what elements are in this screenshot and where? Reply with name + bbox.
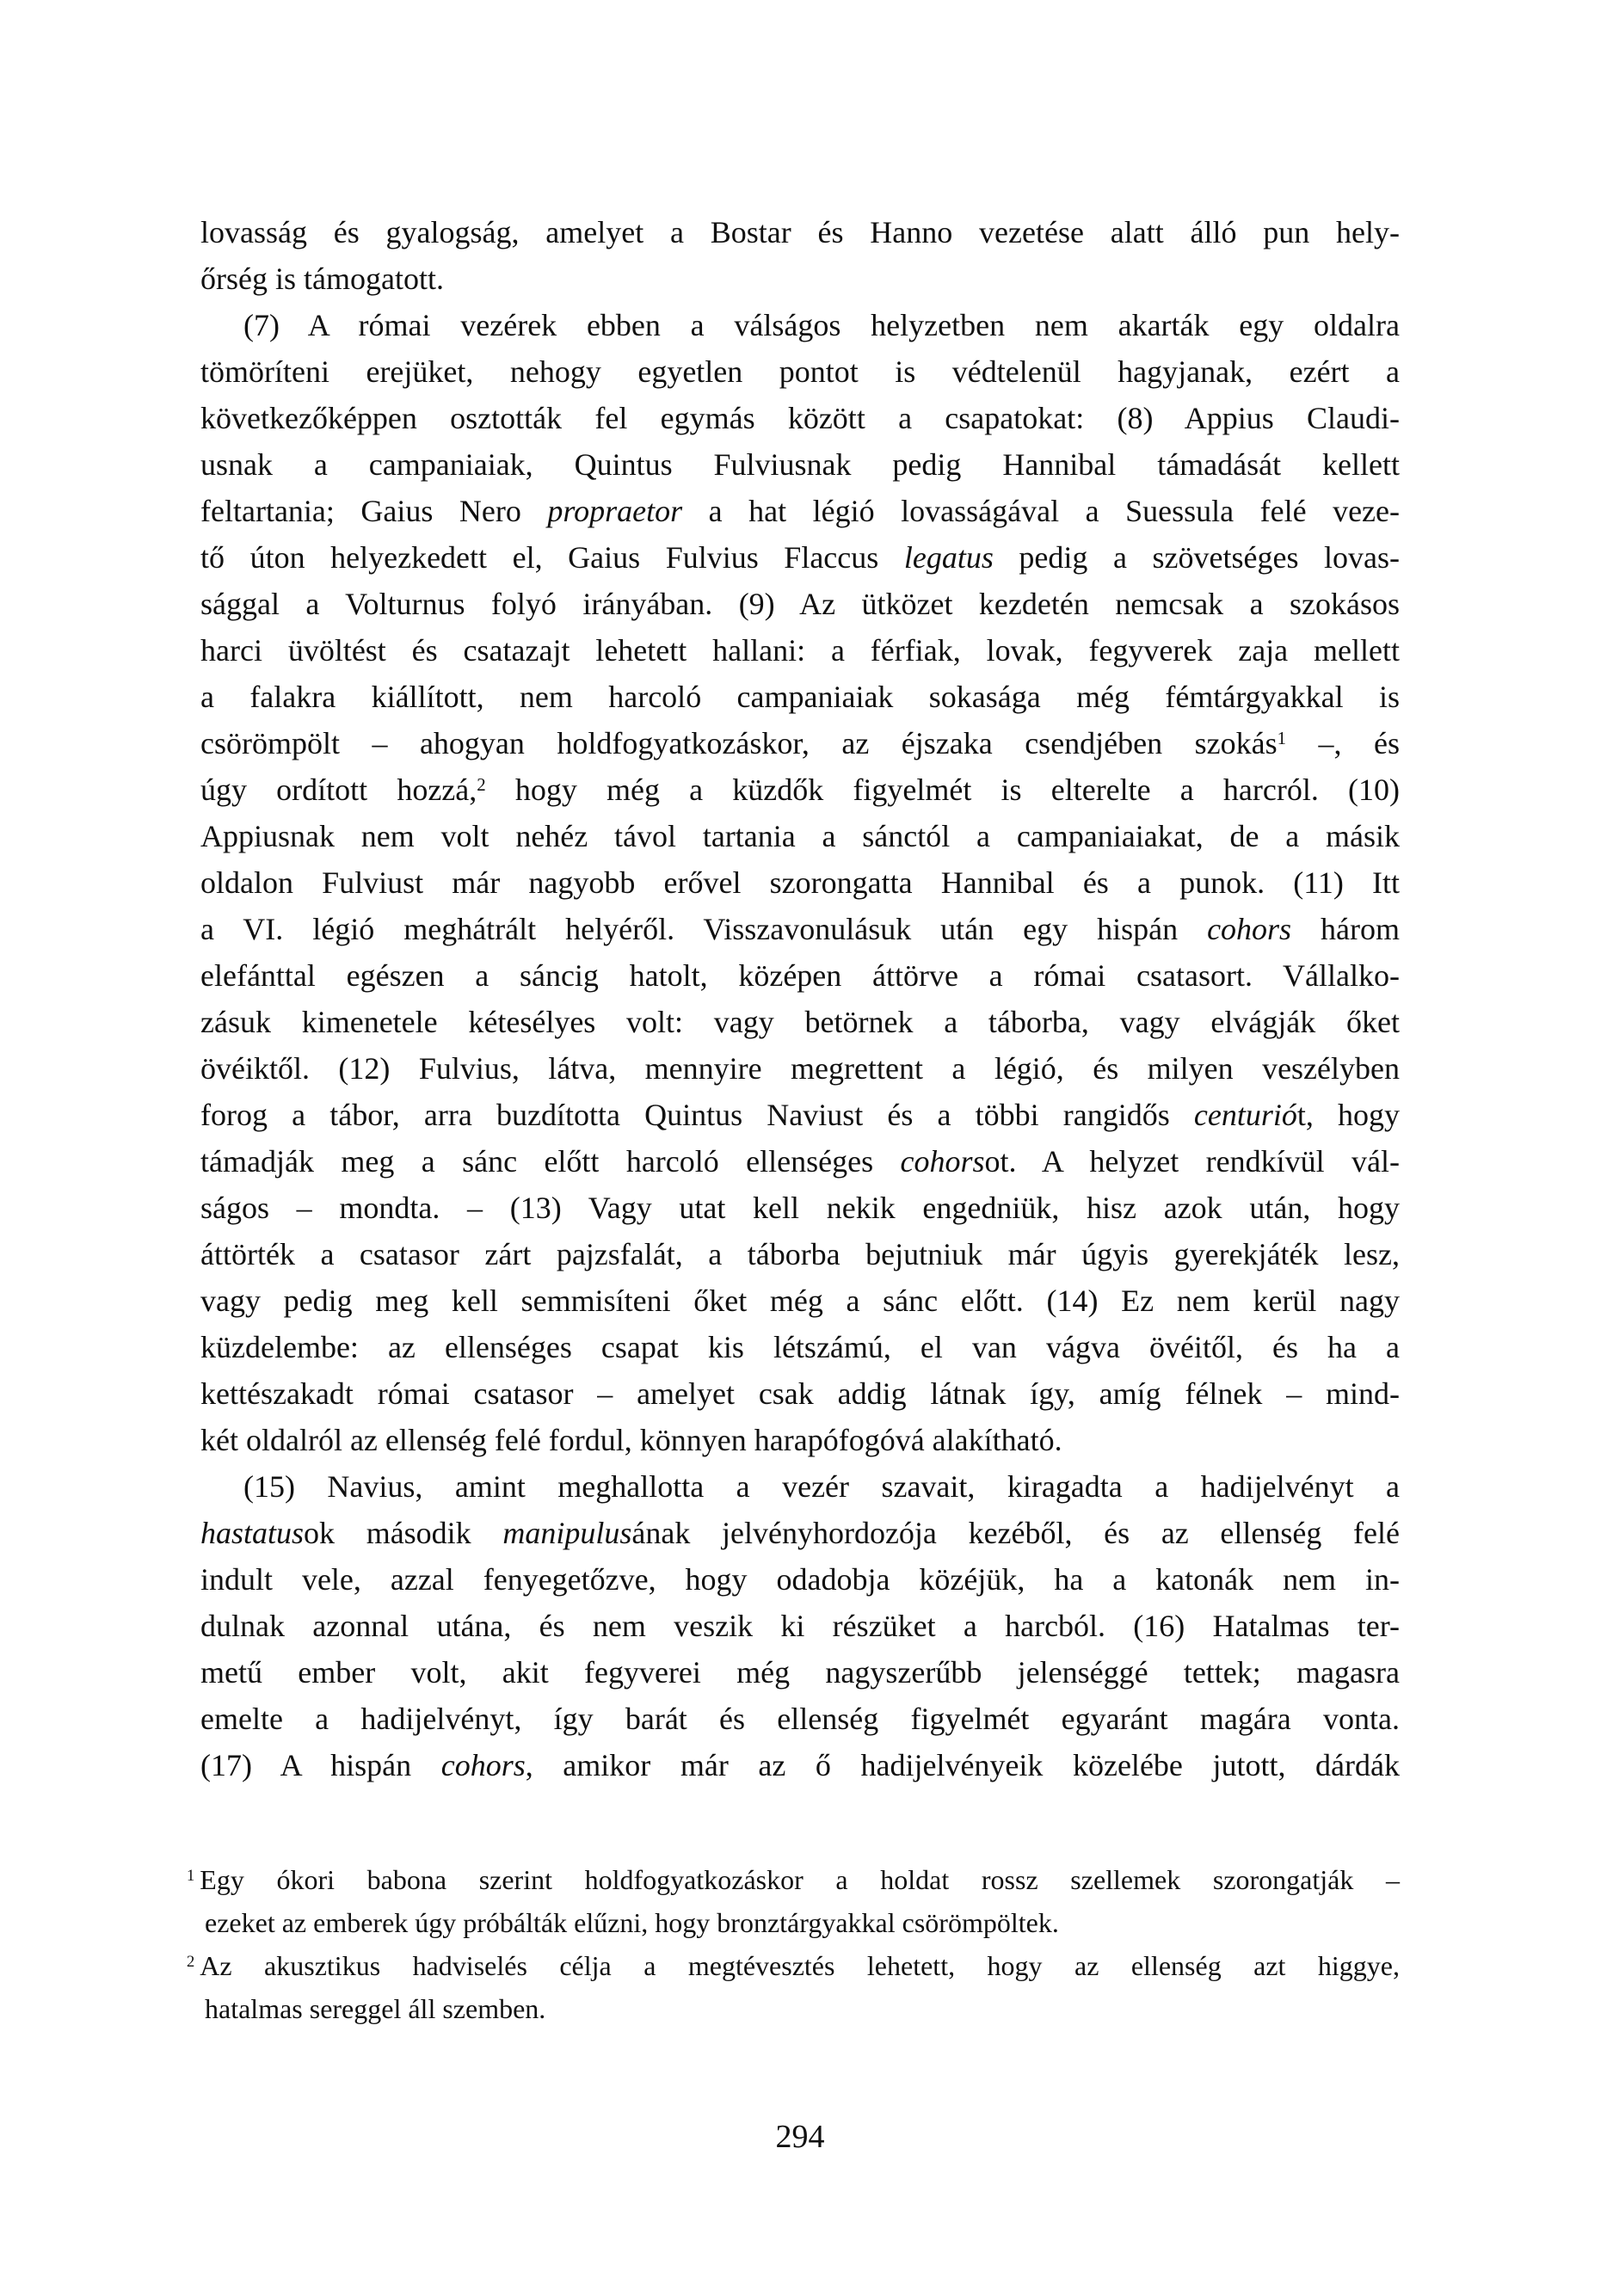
footnote-ref: 2 [477, 773, 486, 795]
text-line: két oldalról az ellenség felé fordul, könnyen harapófogóvá alakítható. [200, 1423, 1062, 1457]
text-line: (15) Navius, amint meghallotta a vezér szavait, kiragadta a hadijelvényt a [243, 1469, 1400, 1504]
text-line: hastatusok második manipulusának jelvényhordozója kezéből, és az ellenség felé [200, 1516, 1400, 1550]
text-line: ságos – mondta. – (13) Vagy utat kell nekik engedniük, hisz azok után, hogy [200, 1191, 1400, 1225]
text-line: usnak a campaniaiak, Quintus Fulviusnak pedig Hannibal támadását kellett [200, 447, 1400, 482]
body-text [200, 209, 1400, 1788]
text-line: harci üvöltést és csatazajt lehetett hallani: a férfiak, lovak, fegyverek zaja mellett [200, 633, 1400, 668]
italic-term: cohors [440, 1748, 526, 1782]
italic-term: hastatus [200, 1516, 305, 1550]
text-line: metű ember volt, akit fegyverei még nagyszerűbb jelenséggé tettek; magasra [200, 1655, 1400, 1690]
text-line: tő úton helyezkedett el, Gaius Fulvius Flaccus legatus pedig a szövetséges lovas- [200, 540, 1400, 575]
text-column [187, 209, 1401, 2030]
text-line: forog a tábor, arra buzdította Quintus Naviust és a többi rangidős centuriót, hogy [200, 1098, 1400, 1132]
text-line: dulnak azonnal utána, és nem veszik ki részüket a harcból. (16) Hatalmas ter- [200, 1609, 1400, 1643]
text-line: a falakra kiállított, nem harcoló campaniaiak sokasága még fémtárgyakkal is [200, 680, 1400, 714]
italic-term: cohors [900, 1144, 985, 1179]
italic-term: manipulus [502, 1516, 632, 1550]
text-line: áttörték a csatasor zárt pajzsfalát, a táborba bejutniuk már úgyis gyerekjáték lesz, [200, 1237, 1400, 1271]
text-line: (17) A hispán cohors, amikor már az ő hadijelvényeik közelébe jutott, dárdák [200, 1748, 1400, 1782]
text-line: zásuk kimenetele kétesélyes volt: vagy betörnek a táborba, vagy elvágják őket [200, 1005, 1400, 1039]
text-line: úgy ordított hozzá,$^2$ hogy még a küzdők figyelmét is elterelte a harcról. (10) [200, 773, 1401, 807]
text-line: övéiktől. (12) Fulvius, látva, mennyire megrettent a légió, és milyen veszélyben [200, 1051, 1400, 1086]
text-line: (7) A római vezérek ebben a válságos helyzetben nem akarták egy oldalra [243, 308, 1400, 342]
text-line: emelte a hadijelvényt, így barát és ellenség figyelmét egyaránt magára vonta. [200, 1702, 1400, 1736]
page-number: 294 [775, 2119, 825, 2155]
text-line: vagy pedig meg kell semmisíteni őket még a sánc előtt. (14) Ez nem kerül nagy [200, 1283, 1400, 1318]
text-line: támadják meg a sánc előtt harcoló ellenséges cohorsot. A helyzet rendkívül vál- [200, 1144, 1401, 1179]
footnote-line: $^2$ Az akusztikus hadviselés célja a megtévesztés lehetett, hogy az ellenség azt higgye, [187, 1950, 1400, 1981]
text-line: sággal a Volturnus folyó irányában. (9) Az ütközet kezdetén nemcsak a szokásos [200, 587, 1400, 621]
text-line: lovasság és gyalogság, amelyet a Bostar és Hanno vezetése alatt álló pun hely- [200, 215, 1400, 249]
footnote-line: ezeket az emberek úgy próbálták elűzni, hogy bronztárgyakkal csörömpöltek. [205, 1907, 1059, 1938]
italic-term: cohors [1207, 912, 1292, 946]
footnote-line: $^1$ Egy ókori babona szerint holdfogyatkozáskor a holdat rossz szellemek szorongatják – [187, 1864, 1400, 1895]
text-line: elefánttal egészen a sáncig hatolt, középen áttörve a római csatasort. Vállalko- [200, 958, 1400, 993]
text-line: Appiusnak nem volt nehéz távol tartania a sánctól a campaniaiakat, de a másik [200, 819, 1400, 853]
footnote-line: hatalmas sereggel áll szemben. [205, 1993, 546, 2024]
italic-term: propraetor [547, 494, 683, 528]
text-line: következőképpen osztották fel egymás között a csapatokat: (8) Appius Claudi- [200, 401, 1400, 435]
text-line: oldalon Fulviust már nagyobb erővel szorongatta Hannibal és a punok. (11) Itt [200, 865, 1400, 900]
italic-term: legatus [903, 540, 994, 575]
text-line: tömöríteni erejüket, nehogy egyetlen pontot is védtelenül hagyjanak, ezért a [200, 354, 1400, 389]
footnotes [187, 1858, 1400, 2030]
footnote-ref: 1 [1277, 727, 1287, 748]
text-line: csörömpölt – ahogyan holdfogyatkozáskor, az éjszaka csendjében szokás$^1$ –, és [200, 726, 1400, 760]
text-line: a VI. légió meghátrált helyéről. Visszavonulásuk után egy hispán cohors három [200, 912, 1401, 946]
text-line: indult vele, azzal fenyegetőzve, hogy odadobja közéjük, ha a katonák nem in- [200, 1562, 1400, 1597]
footnote-marker: 1 [187, 1866, 195, 1885]
footnote-marker: 2 [187, 1952, 195, 1971]
text-line: küzdelembe: az ellenséges csapat kis létszámú, el van vágva övéitől, és ha a [200, 1330, 1400, 1364]
text-line: feltartania; Gaius Nero propraetor a hat légió lovasságával a Suessula felé veze- [200, 494, 1400, 528]
italic-term: centurió [1193, 1098, 1297, 1132]
text-line: őrség is támogatott. [200, 262, 444, 296]
text-line: kettészakadt római csatasor – amelyet csak addig látnak így, amíg félnek – mind- [200, 1376, 1400, 1411]
